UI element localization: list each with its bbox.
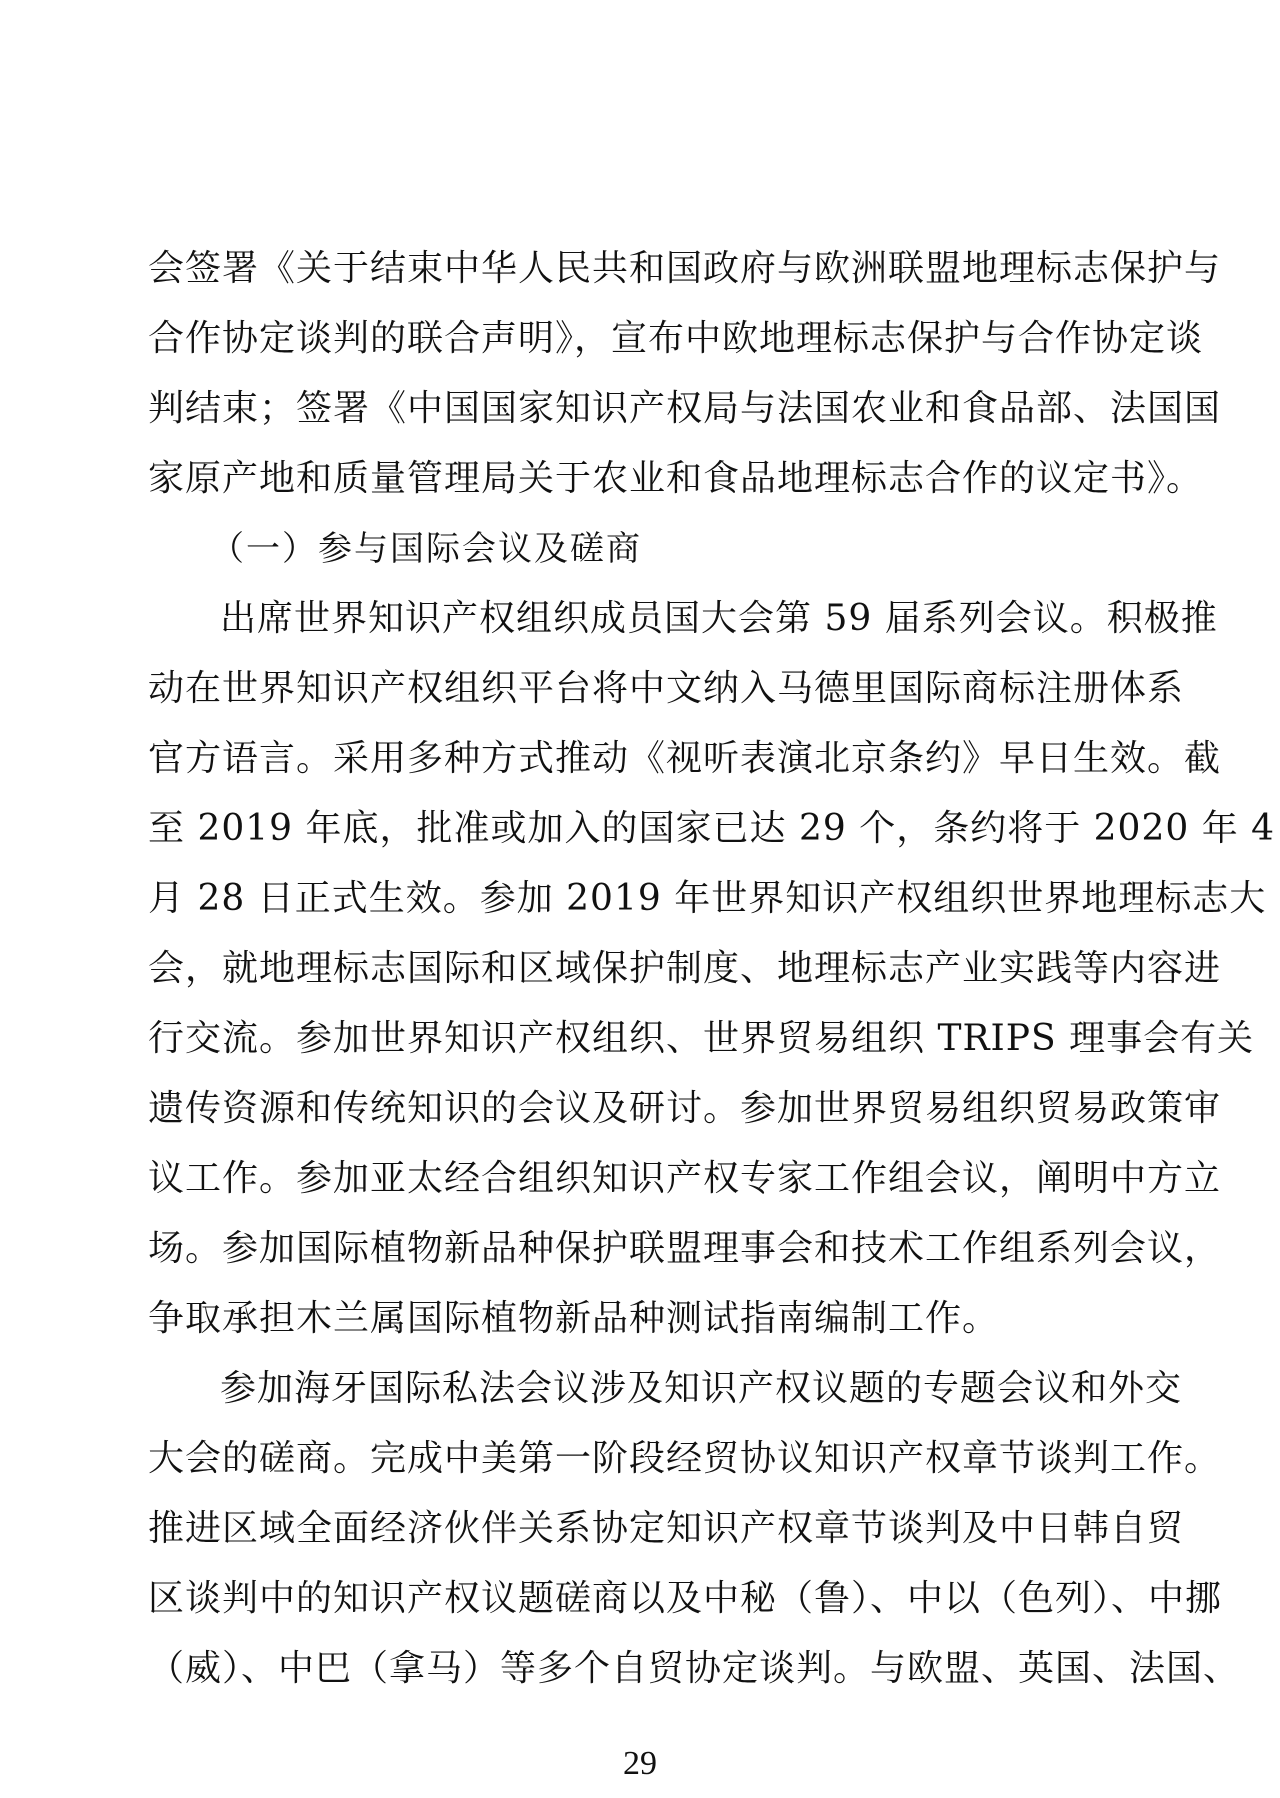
paragraph-1-line-2: 合作协定谈判的联合声明》，宣布中欧地理标志保护与合作协定谈 xyxy=(148,318,1204,359)
paragraph-3-line-1: 参加海牙国际私法会议涉及知识产权议题的专题会议和外交 xyxy=(220,1368,1183,1409)
paragraph-2-line-9: 议工作。参加亚太经合组织知识产权专家工作组会议，阐明中方立 xyxy=(148,1158,1222,1199)
section-heading: （一）参与国际会议及磋商 xyxy=(210,529,642,569)
paragraph-2-line-8: 遗传资源和传统知识的会议及研讨。参加世界贸易组织贸易政策审 xyxy=(148,1088,1222,1129)
paragraph-2-line-5: 月 28 日正式生效。参加 2019 年世界知识产权组织世界地理标志大 xyxy=(148,878,1267,919)
paragraph-3-line-5: （威）、中巴（拿马）等多个自贸协定谈判。与欧盟、英国、法国、 xyxy=(148,1648,1241,1689)
paragraph-1-line-3: 判结束；签署《中国国家知识产权局与法国农业和食品部、法国国 xyxy=(148,388,1222,429)
paragraph-2-line-10: 场。参加国际植物新品种保护联盟理事会和技术工作组系列会议， xyxy=(148,1228,1222,1269)
paragraph-2-line-11: 争取承担木兰属国际植物新品种测试指南编制工作。 xyxy=(148,1298,1000,1339)
paragraph-2-line-1: 出席世界知识产权组织成员国大会第 59 届系列会议。积极推 xyxy=(220,598,1218,639)
paragraph-3-line-2: 大会的磋商。完成中美第一阶段经贸协议知识产权章节谈判工作。 xyxy=(148,1438,1222,1479)
paragraph-3-line-3: 推进区域全面经济伙伴关系协定知识产权章节谈判及中日韩自贸 xyxy=(148,1508,1185,1549)
paragraph-2-line-2: 动在世界知识产权组织平台将中文纳入马德里国际商标注册体系 xyxy=(148,668,1185,709)
page-number: 29 xyxy=(623,1745,657,1782)
paragraph-2-line-7: 行交流。参加世界知识产权组织、世界贸易组织 TRIPS 理事会有关 xyxy=(148,1018,1255,1059)
paragraph-1-line-4: 家原产地和质量管理局关于农业和食品地理标志合作的议定书》。 xyxy=(148,458,1204,499)
paragraph-2-line-3: 官方语言。采用多种方式推动《视听表演北京条约》早日生效。截 xyxy=(148,738,1222,779)
paragraph-2-line-6: 会，就地理标志国际和区域保护制度、地理标志产业实践等内容进 xyxy=(148,948,1222,989)
paragraph-1-line-1: 会签署《关于结束中华人民共和国政府与欧洲联盟地理标志保护与 xyxy=(148,248,1222,289)
paragraph-3-line-4: 区谈判中的知识产权议题磋商以及中秘（鲁）、中以（色列）、中挪 xyxy=(148,1578,1223,1619)
paragraph-2-line-4: 至 2019 年底，批准或加入的国家已达 29 个，条约将于 2020 年 4 xyxy=(148,808,1276,849)
